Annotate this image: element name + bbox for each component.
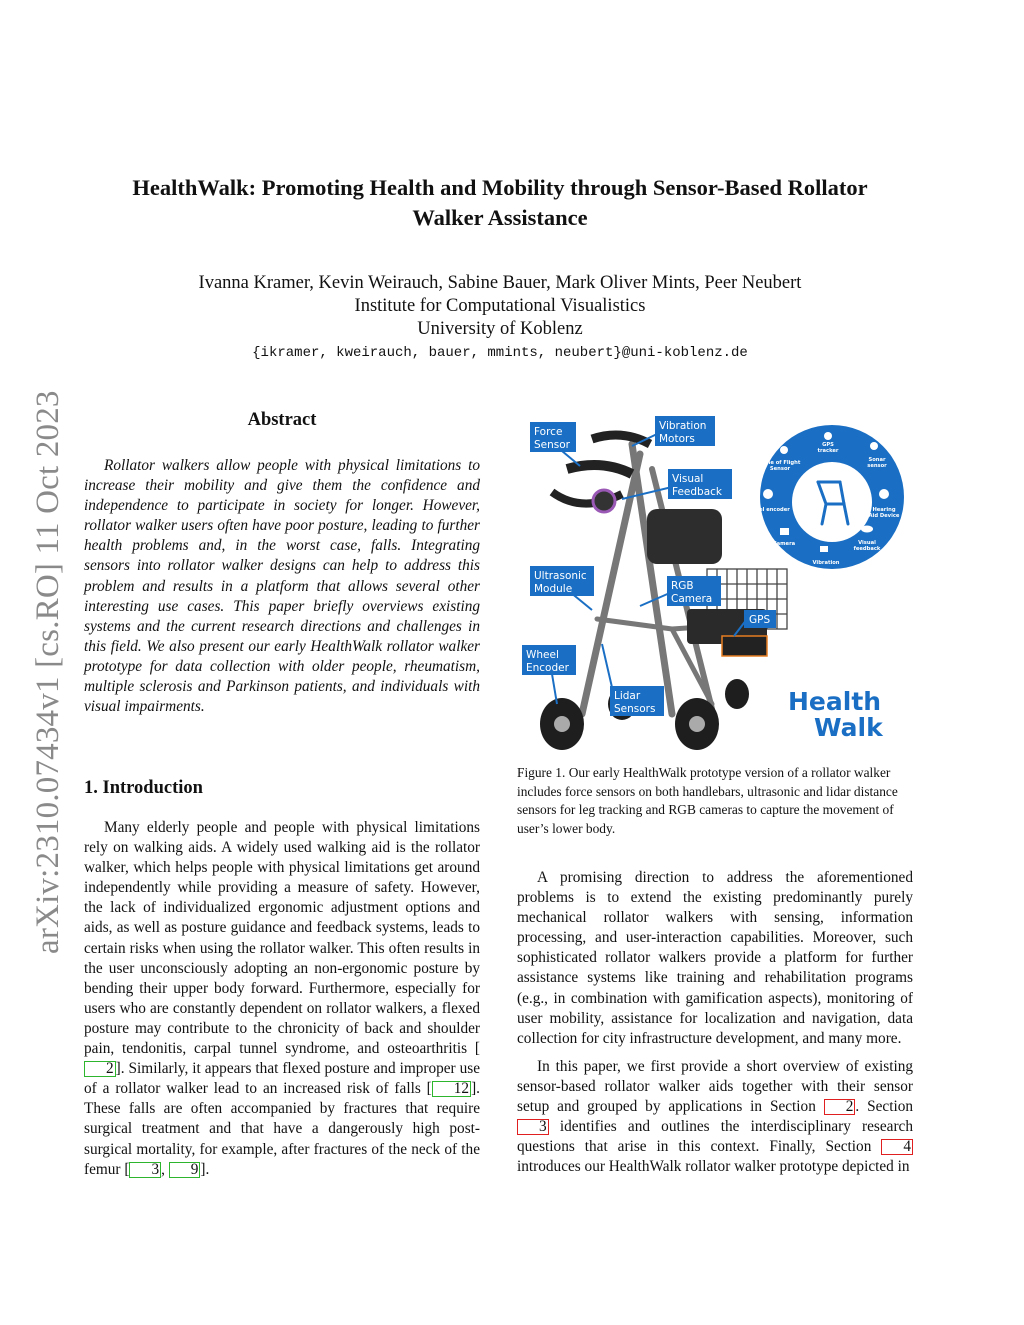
abstract-heading: Abstract bbox=[247, 410, 317, 430]
arxiv-identifier: arXiv:2310.07434v1 [cs.RO] 11 Oct 2023 bbox=[30, 390, 66, 954]
label-lidar-sensors: Lidar bbox=[614, 690, 641, 702]
abstract-paragraph: Rollator walkers allow people with physical limitations to increase their mobility and give them the confidence and independence to participate in society for longer. However, rollator walker users often have poor posture, leading to further health problems and, in the worst case, falls. Integrating sensors into rollator walker designs can help to address this problem and results in a platform that allows several other interesting use cases. This paper briefly overviews existing systems and the current research directions and challenges in this field. We also present our early HealthWalk rollator walker prototype for data collection with older people, rheumatism, multiple sclerosis and Parkinson patients, and individuals with visual impairments. bbox=[84, 457, 480, 716]
affiliation-university: University of Koblenz bbox=[417, 319, 583, 339]
author-emails: {ikramer, kweirauch, bauer, mmints, neubert}@uni-koblenz.de bbox=[252, 345, 748, 361]
citation-link[interactable]: 9 bbox=[169, 1162, 201, 1178]
brand-health: Health bbox=[788, 687, 882, 716]
label-wheel-encoder: Wheel bbox=[526, 649, 559, 661]
section-link[interactable]: 4 bbox=[881, 1139, 913, 1155]
affiliation-institute: Institute for Computational Visualistics bbox=[354, 296, 646, 316]
citation-link[interactable]: 12 bbox=[432, 1081, 471, 1097]
svg-text:Camera: Camera bbox=[772, 541, 796, 547]
svg-text:Sensor: Sensor bbox=[534, 439, 570, 451]
introduction-paragraph: Many elderly people and people with physical limitations rely on walking aids. A widely used walking aid is the rollator walker, which helps people with physical limitations get around independently while providing a measure of safety. However, the lack of individualized ergonomic adjustment options and aids, as well as posture guidance and feedback systems, leads to certain risks when using the rollator walker. This often results in the user unconsciously adopting an non-ergonomic posture by bending their upper body forward. Furthermore, especially for users who are constantly dependent on rollator walkers, a flexed posture may contribute to the chronicity of back and shoulder pain, tendonitis, carpal tunnel syndrome, and osteoarthritis [2 ]. Similarly, it appears that flexed posture and improper use of a rollator walker lead to an increased risk of falls [ 12 ]. These falls are often accompanied by fractures that require surgical treatment and that have a dangerously high post-surgical mortality, for example, after fractures of the neck of the femur [ 3 , 9 ]. bbox=[84, 819, 480, 1178]
svg-text:sensor: sensor bbox=[867, 463, 887, 469]
brand-walk: Walk bbox=[814, 713, 883, 742]
svg-text:Hearing: Hearing bbox=[872, 507, 896, 513]
svg-text:Camera: Camera bbox=[671, 593, 713, 605]
label-ultrasonic-module: Ultrasonic bbox=[534, 570, 587, 582]
section-link[interactable]: 3 bbox=[517, 1119, 549, 1135]
title-line-2: Walker Assistance bbox=[412, 205, 588, 230]
author-block bbox=[90, 272, 910, 341]
paper-title bbox=[90, 173, 910, 233]
svg-text:GPS: GPS bbox=[822, 442, 834, 448]
svg-text:tracker: tracker bbox=[817, 448, 839, 454]
title-line-1: HealthWalk: Promoting Health and Mobility through Sensor-Based Rollator bbox=[132, 175, 868, 200]
figure-caption: Figure 1. Our early HealthWalk prototype version of a rollator walker includes force sensors on both handlebars, ultrasonic and lidar distance sensors for leg tracking and RGB cameras to capture the movement of user’s lower body. bbox=[517, 765, 898, 836]
label-gps: GPS bbox=[749, 614, 771, 626]
introduction-heading: 1. Introduction bbox=[84, 778, 203, 798]
right-column-body bbox=[517, 868, 913, 1177]
svg-text:Wheel encoder: Wheel encoder bbox=[746, 507, 790, 513]
svg-text:Module: Module bbox=[534, 583, 573, 595]
svg-text:Time of Flight: Time of Flight bbox=[759, 460, 801, 466]
paragraph: In this paper, we first provide a short overview of existing sensor-based rollator walker aids together with their sensor setup and grouped by applications in Section 2 . Section 3 identifies and outlines the interdisciplinary research questions that arise in this context. Finally, Section 4 introduces our HealthWalk rollator walker prototype depicted in bbox=[517, 1057, 913, 1176]
sensor-overview-circle bbox=[746, 425, 904, 569]
abstract-body bbox=[84, 456, 480, 717]
label-force-sensor: Force bbox=[534, 426, 563, 438]
citation-link[interactable]: 3 bbox=[129, 1162, 161, 1178]
svg-text:Visual: Visual bbox=[858, 540, 876, 546]
paragraph: A promising direction to address the aforementioned problems is to extend the existing predominantly purely mechanical rollator walkers with sensing, information processing, and user-interaction capabilities. Moreover, such sophisticated rollator walkers provide a platform for further assistance systems like training and rehabilitation programs (e.g., in combination with gamification aspects), monitoring of user mobility, assistance for localization and navigation, data collection for city infrastructure development, and many more. bbox=[517, 869, 913, 1047]
authors: Ivanna Kramer, Kevin Weirauch, Sabine Bauer, Mark Oliver Mints, Peer Neubert bbox=[198, 273, 802, 293]
svg-text:Encoder: Encoder bbox=[526, 662, 569, 674]
section-link[interactable]: 2 bbox=[824, 1099, 856, 1115]
introduction-body bbox=[84, 818, 480, 1180]
label-visual-feedback: Visual bbox=[672, 473, 704, 485]
healthwalk-figure bbox=[522, 414, 914, 754]
svg-text:Feedback: Feedback bbox=[672, 486, 723, 498]
label-vibration-motors: Vibration bbox=[659, 420, 707, 432]
label-rgb-camera: RGB bbox=[671, 580, 694, 592]
svg-text:Aid Device: Aid Device bbox=[868, 513, 900, 519]
svg-text:Sensor: Sensor bbox=[769, 466, 791, 472]
svg-text:Sensors: Sensors bbox=[614, 703, 656, 715]
svg-text:Motors: Motors bbox=[659, 433, 695, 445]
svg-text:Vibration: Vibration bbox=[812, 560, 840, 566]
svg-text:Sonar: Sonar bbox=[868, 457, 886, 463]
svg-text:feedback: feedback bbox=[853, 546, 881, 552]
citation-link[interactable]: 2 bbox=[84, 1061, 116, 1077]
